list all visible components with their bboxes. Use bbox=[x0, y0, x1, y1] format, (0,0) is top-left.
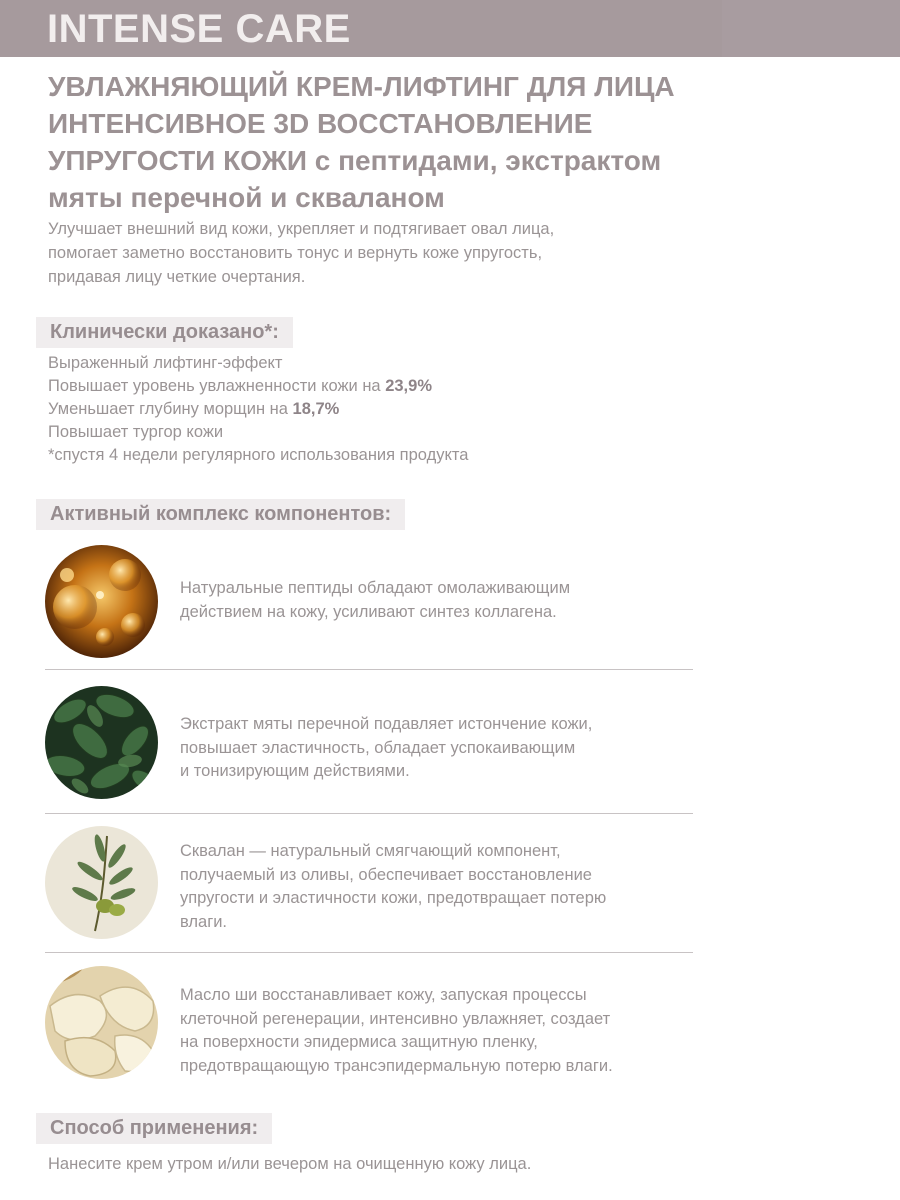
component-description bbox=[180, 577, 570, 624]
clinical-item-text: Выраженный лифтинг-эффект bbox=[48, 354, 283, 372]
mint-image bbox=[45, 686, 158, 799]
component-peptides bbox=[45, 545, 695, 660]
clinical-footnote-text: *спустя 4 недели регулярного использования продукта bbox=[48, 446, 469, 464]
product-intro bbox=[48, 217, 668, 289]
component-description bbox=[180, 984, 613, 1078]
clinical-list bbox=[48, 352, 468, 467]
shea-butter-image bbox=[45, 966, 158, 1079]
title-line: ИНТЕНСИВНОЕ 3D ВОССТАНОВЛЕНИЕ bbox=[48, 108, 593, 139]
component-line: на поверхности эпидермиса защитную пленку, bbox=[180, 1033, 538, 1051]
clinical-item-text: Повышает тургор кожи bbox=[48, 423, 224, 441]
component-line: и тонизирующим действиями. bbox=[180, 762, 410, 780]
component-mint bbox=[45, 686, 695, 801]
clinical-item-value: 23,9% bbox=[385, 377, 432, 395]
component-line: Масло ши восстанавливает кожу, запуская процессы bbox=[180, 986, 587, 1004]
component-olive bbox=[45, 826, 695, 941]
clinical-footnote bbox=[48, 444, 468, 467]
component-description bbox=[180, 713, 592, 784]
clinical-item-text: Повышает уровень увлажненности кожи на bbox=[48, 377, 386, 395]
component-line: действием на кожу, усиливают синтез коллагена. bbox=[180, 602, 557, 621]
clinical-item-value: 18,7% bbox=[292, 400, 340, 418]
component-line: клеточной регенерации, интенсивно увлажняет, создает bbox=[180, 1009, 611, 1028]
title-line: УВЛАЖНЯЮЩИЙ КРЕМ-ЛИФТИНГ ДЛЯ ЛИЦА bbox=[48, 71, 675, 102]
active-complex-heading: Активный комплекс компонентов: bbox=[36, 499, 405, 530]
component-line: упругости и эластичности кожи, предотвращает потерю bbox=[180, 889, 607, 907]
divider bbox=[45, 952, 693, 953]
clinical-item bbox=[48, 375, 468, 398]
divider bbox=[45, 813, 693, 814]
intro-line: придавая лицу четкие очертания. bbox=[48, 268, 306, 286]
header-bar bbox=[0, 0, 900, 57]
component-line: предотвращающую трансэпидермальную потерю влаги. bbox=[180, 1056, 613, 1075]
title-line: УПРУГОСТИ КОЖИ с пептидами, экстрактом bbox=[48, 145, 662, 176]
component-line: повышает эластичность, обладает успокаивающим bbox=[180, 738, 576, 757]
usage-text: Нанесите крем утром и/или вечером на очищенную кожу лица. bbox=[48, 1155, 532, 1173]
clinical-heading: Клинически доказано*: bbox=[36, 317, 293, 348]
clinical-item bbox=[48, 398, 468, 421]
olive-image bbox=[45, 826, 158, 939]
component-line: Сквалан — натуральный смягчающий компонент, bbox=[180, 842, 561, 860]
product-title bbox=[48, 68, 708, 216]
clinical-item bbox=[48, 421, 468, 444]
usage-heading: Способ применения: bbox=[36, 1113, 272, 1144]
clinical-item-text: Уменьшает глубину морщин на bbox=[48, 400, 293, 418]
intro-line: Улучшает внешний вид кожи, укрепляет и подтягивает овал лица, bbox=[48, 220, 555, 238]
divider bbox=[45, 669, 693, 670]
component-shea bbox=[45, 966, 695, 1081]
title-line: мяты перечной и скваланом bbox=[48, 182, 445, 213]
component-line: влаги. bbox=[180, 912, 228, 931]
clinical-item bbox=[48, 352, 468, 375]
component-line: Натуральные пептиды обладают омолаживающим bbox=[180, 579, 571, 597]
component-line: Экстракт мяты перечной подавляет истончение кожи, bbox=[180, 715, 593, 733]
component-line: получаемый из оливы, обеспечивает восстановление bbox=[180, 865, 592, 884]
intro-line: помогает заметно восстановить тонус и вернуть коже упругость, bbox=[48, 244, 543, 262]
component-description bbox=[180, 840, 606, 934]
header-accent-block bbox=[722, 0, 900, 57]
brand-name: INTENSE CARE bbox=[47, 7, 351, 51]
peptides-image bbox=[45, 545, 158, 658]
